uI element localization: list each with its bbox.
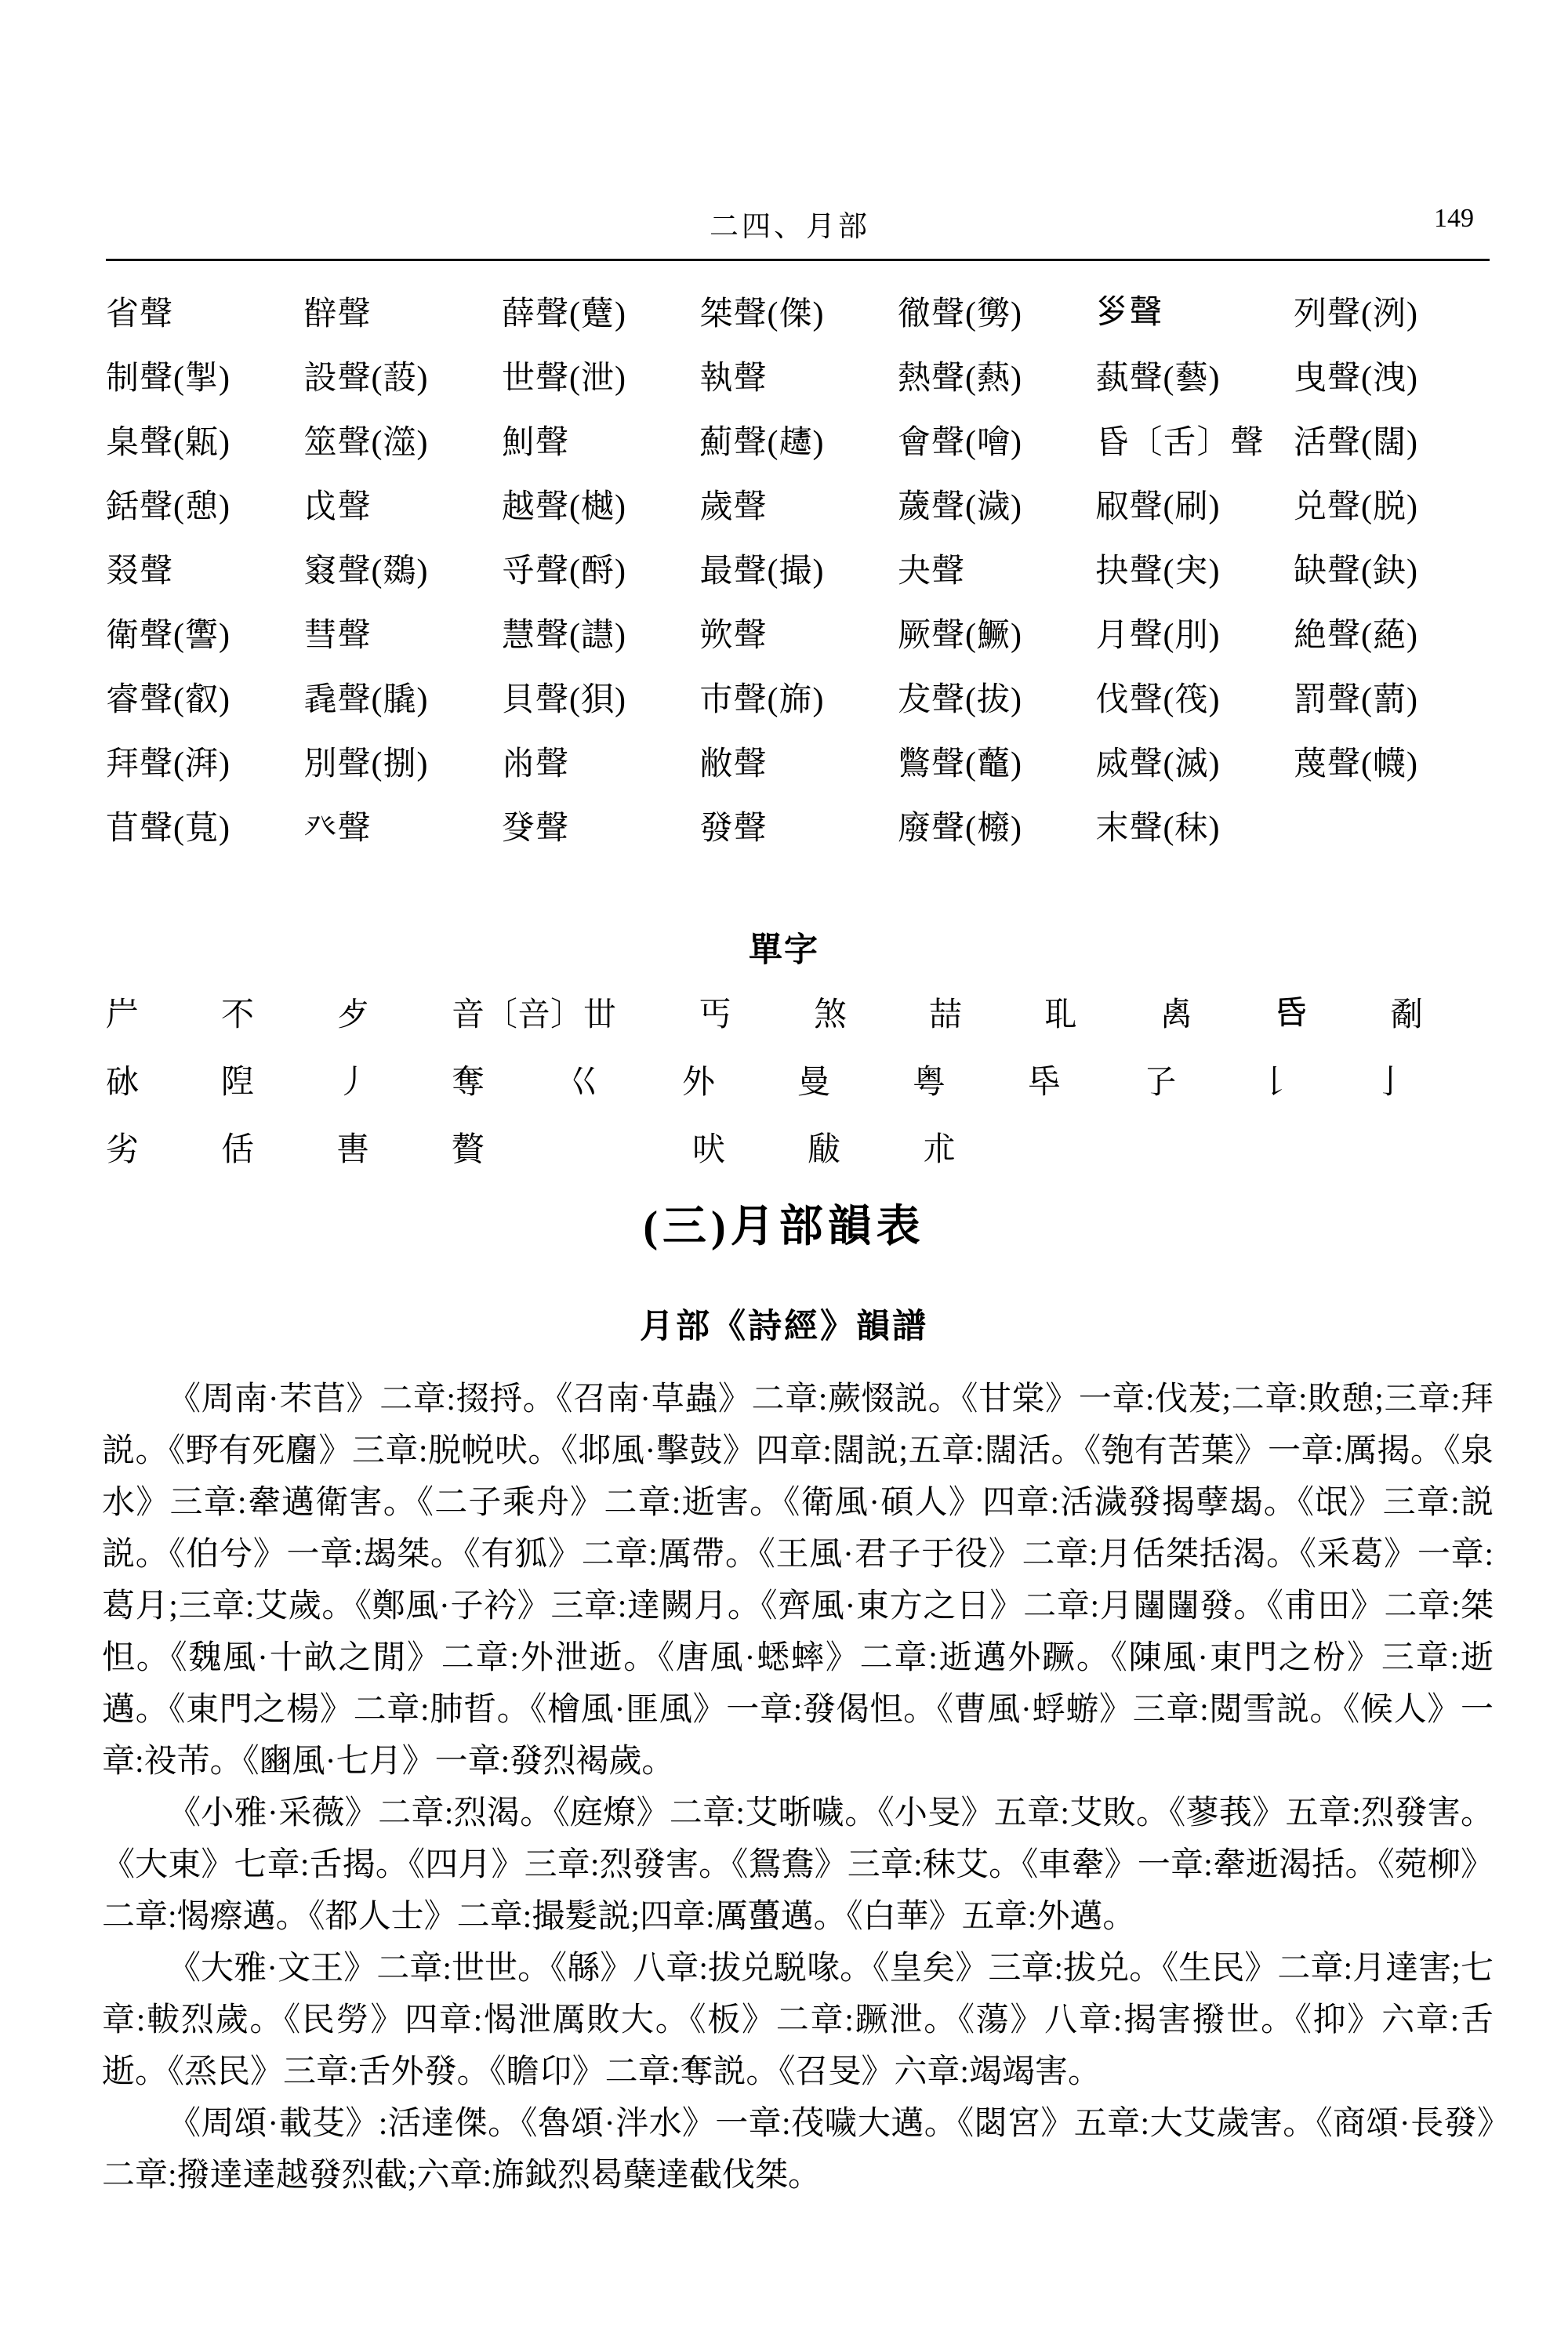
single-characters-row [106,978,1497,1046]
phonetic-series-entry: 執聲 [699,361,768,397]
phonetic-series-entry: 拜聲(湃) [106,746,230,782]
section-heading: (三)月部韻表 [643,1203,925,1251]
phonetic-series-entry: 熱聲(爇) [898,361,1022,397]
page-header [106,202,1474,243]
single-character: 瞂 [808,1132,841,1168]
rhyme-paragraph: 《周南·芣苢》二章:掇捋。《召南·草蟲》二章:蕨惙説。《甘棠》一章:伐茇;二章:敗憩;三章:拜説。《野有死麕》三章:脱帨吠。《邶風·擊鼓》四章:闊説;五章:闊活。《匏有苦葉》一章:厲揭。《泉水》三章:舝邁衛害。《二子乘舟》二章:逝害。《衛風·碩人》四章:活濊發揭孽朅。《氓》三章:説説。《伯兮》一章:朅桀。《有狐》二章:厲帶。《王風·君子于役》二章:月佸桀括渴。《采葛》一章:葛月;三章:艾歲。《鄭風·子衿》三章:達闕月。《齊風·東方之日》二章:月闥闥發。《甫田》二章:桀怛。《魏風·十畝之閒》二章:外泄逝。《唐風·蟋蟀》二章:逝邁外蹶。《陳風·東門之枌》三章:逝邁。《東門之楊》二章:肺晢。《檜風·匪風》一章:發偈怛。《曹風·蜉蝣》三章:閲雪説。《候人》一章:祋芾。《豳風·七月》一章:發烈褐歲。 [102,1381,1494,1780]
phonetic-series-entry: 省聲 [106,296,174,332]
phonetic-series-entry: 衛聲(讆) [106,618,230,654]
single-character: 隉 [221,1065,255,1101]
rhyme-paragraph: 《大雅·文王》二章:世世。《緜》八章:拔兑駾喙。《皇矣》三章:拔兑。《生民》二章:月達害;七章:軷烈歲。《民勞》四章:愒泄厲敗大。《板》二章:蹶泄。《蕩》八章:揭害撥世。《抑》六章:舌逝。《烝民》三章:舌外發。《瞻卬》二章:奪説。《召旻》六章:竭竭害。 [102,1951,1494,2090]
rhyme-paragraph: 《周頌·載芟》:活達傑。《魯頌·泮水》一章:茷噦大邁。《閟宮》五章:大艾歲害。《商頌·長發》二章:撥達達越發烈截;六章:旆鉞烈曷蘖達截伐桀。 [102,2106,1494,2194]
phonetic-series-entry: 徹聲(勶) [898,296,1022,332]
single-character: 歺 [336,997,370,1033]
phonetic-series-entry: 月聲(刖) [1095,618,1221,654]
single-character: 亅 [1374,1065,1407,1101]
phonetic-table-row [106,536,1497,601]
phonetic-series-entry: 犮聲(拔) [898,682,1022,718]
single-character: 粤 [913,1065,946,1101]
phonetic-series-entry: 蓺聲(藝) [1095,361,1221,397]
phonetic-series-entry: 歲聲 [699,489,768,525]
single-character: 吠 [692,1132,726,1168]
phonetic-series-entry: 烕聲(滅) [1095,746,1221,782]
phonetic-series-entry: 別聲(捌) [303,746,429,782]
phonetic-series-entry: 抉聲(宊) [1095,554,1221,590]
phonetic-series-entry: 𡿪聲 [1095,295,1163,331]
phonetic-series-entry: 桀聲(傑) [699,296,825,332]
phonetic-series-entry: 毳聲(膬) [303,682,429,718]
phonetic-series-entry: 薛聲(躠) [502,296,626,332]
page-number: 149 [1434,204,1474,233]
phonetic-series-entry: 窡聲(鵽) [303,554,429,590]
phonetic-series-entry: 寽聲(酹) [502,554,626,590]
phonetic-series-entry: 鷩聲(虌) [898,746,1022,782]
phonetic-series-entry: 兑聲(脱) [1294,489,1418,525]
phonetic-series-entry: 苜聲(萈) [106,811,230,847]
single-character: 喆 [929,997,963,1033]
phonetic-series-entry: 設聲(蔎) [303,361,429,397]
single-character: 丐 [699,997,732,1033]
single-character: 𠄌 [1258,1065,1292,1101]
single-character: 禼 [1160,997,1193,1033]
section-subheading: 月部《詩經》韻譜 [640,1308,928,1345]
phonetic-series-entry: 越聲(樾) [502,489,626,525]
single-character: 曼 [797,1065,831,1101]
single-character: 軎 [336,1132,370,1168]
phonetic-series-entry: 列聲(洌) [1294,296,1418,332]
phonetic-series-entry: 蔑聲(幭) [1294,746,1418,782]
phonetic-series-entry: 臬聲(甈) [106,425,230,461]
phonetic-series-entry: 癶聲 [303,811,372,847]
phonetic-series-entry: 辥聲 [303,296,372,332]
single-character: 佸 [221,1132,255,1168]
phonetic-series-entry: 㕞聲(刷) [1095,489,1221,525]
phonetic-series-entry: 欮聲 [699,618,768,654]
rhyme-paragraph: 《小雅·采薇》二章:烈渴。《庭燎》二章:艾晣噦。《小旻》五章:艾敗。《蓼莪》五章:烈發害。《大東》七章:舌揭。《四月》三章:烈發害。《鴛鴦》三章:秣艾。《車舝》一章:舝逝渴括。《菀柳》二章:愒瘵邁。《都人士》二章:撮髮説;四章:厲蠆邁。《白華》五章:外邁。 [102,1795,1494,1935]
phonetic-series-entry: 伐聲(筏) [1095,682,1221,718]
single-character: 氒 [1028,1065,1062,1101]
phonetic-series-entry: 戉聲 [303,489,372,525]
phonetic-series-entry: 彗聲 [303,618,372,654]
phonetic-series-entry: 癹聲 [502,811,570,847]
phonetic-table-row [106,343,1497,408]
phonetic-series-entry: 慧聲(譿) [502,618,626,654]
phonetic-series-entry: 㡀聲 [502,746,570,782]
phonetic-series-entry: 筮聲(澨) [303,425,429,461]
phonetic-table-row [106,408,1497,472]
phonetic-series-entry: 夬聲 [898,554,966,590]
single-characters-heading: 單字 [749,932,819,969]
single-character: 贅 [452,1132,485,1168]
phonetic-series-entry: 末聲(秣) [1095,811,1221,847]
phonetic-table-row [106,472,1497,536]
phonetic-series-entry: 巿聲(旆) [699,682,825,718]
phonetic-series-entry: 發聲 [699,811,768,847]
phonetic-table-row [106,601,1497,665]
phonetic-series-table [106,279,1497,858]
phonetic-table-row [106,729,1497,793]
phonetic-series-entry: 厥聲(鱖) [898,618,1022,654]
single-character: 孒 [1143,1065,1177,1101]
phonetic-series-entry: 睿聲(叡) [106,682,230,718]
single-character: 音〔咅〕 [452,997,584,1033]
phonetic-series-entry: 曳聲(洩) [1294,361,1418,397]
phonetic-table-row [106,279,1497,343]
phonetic-series-entry: 廢聲(櫠) [898,811,1022,847]
phonetic-table-row [106,793,1497,858]
phonetic-series-entry: 薉聲(濊) [898,489,1022,525]
phonetic-series-entry: 銛聲(憩) [106,489,230,525]
phonetic-series-entry: 最聲(撮) [699,554,825,590]
phonetic-series-entry: 罰聲(藅) [1294,682,1418,718]
phonetic-series-entry: 會聲(噲) [898,425,1022,461]
phonetic-table-row [106,665,1497,729]
single-character: 朮 [923,1132,956,1168]
phonetic-series-entry: 叕聲 [106,554,174,590]
phonetic-series-entry: 絶聲(蕝) [1294,618,1418,654]
single-character: 丿 [336,1065,370,1101]
phonetic-series-entry: 制聲(掣) [106,361,230,397]
single-character: 奪 [452,1065,485,1101]
single-character: 煞 [814,997,848,1033]
single-character: 耴 [1044,997,1078,1033]
phonetic-series-entry: 缺聲(鈌) [1294,554,1418,590]
phonetic-series-entry: 敝聲 [699,746,768,782]
phonetic-series-entry: 世聲(泄) [502,361,626,397]
header-rule [106,259,1490,261]
phonetic-series-entry: 魝聲 [502,425,570,461]
single-character: 外 [682,1065,716,1101]
single-character: 𠯑 [1275,996,1308,1032]
single-characters-list [106,978,1497,1181]
chapter-title: 二四、月部 [710,211,870,243]
phonetic-series-entry: 昏〔舌〕聲 [1095,425,1265,461]
single-character: 不 [221,997,255,1033]
single-characters-row [106,1113,1497,1181]
phonetic-series-entry: 活聲(闊) [1294,425,1418,461]
single-character: 屵 [106,997,140,1033]
single-character: 丗 [583,997,617,1033]
single-character: 劣 [106,1132,140,1168]
phonetic-series-entry: 貝聲(狽) [502,682,626,718]
single-character: 砅 [106,1065,140,1101]
single-character: 巜 [567,1065,601,1101]
single-characters-row [106,1046,1497,1113]
rhyme-spectrum [102,1374,1494,2201]
phonetic-series-entry: 薊聲(𧾨) [699,425,825,461]
single-character: 劀 [1390,997,1424,1033]
